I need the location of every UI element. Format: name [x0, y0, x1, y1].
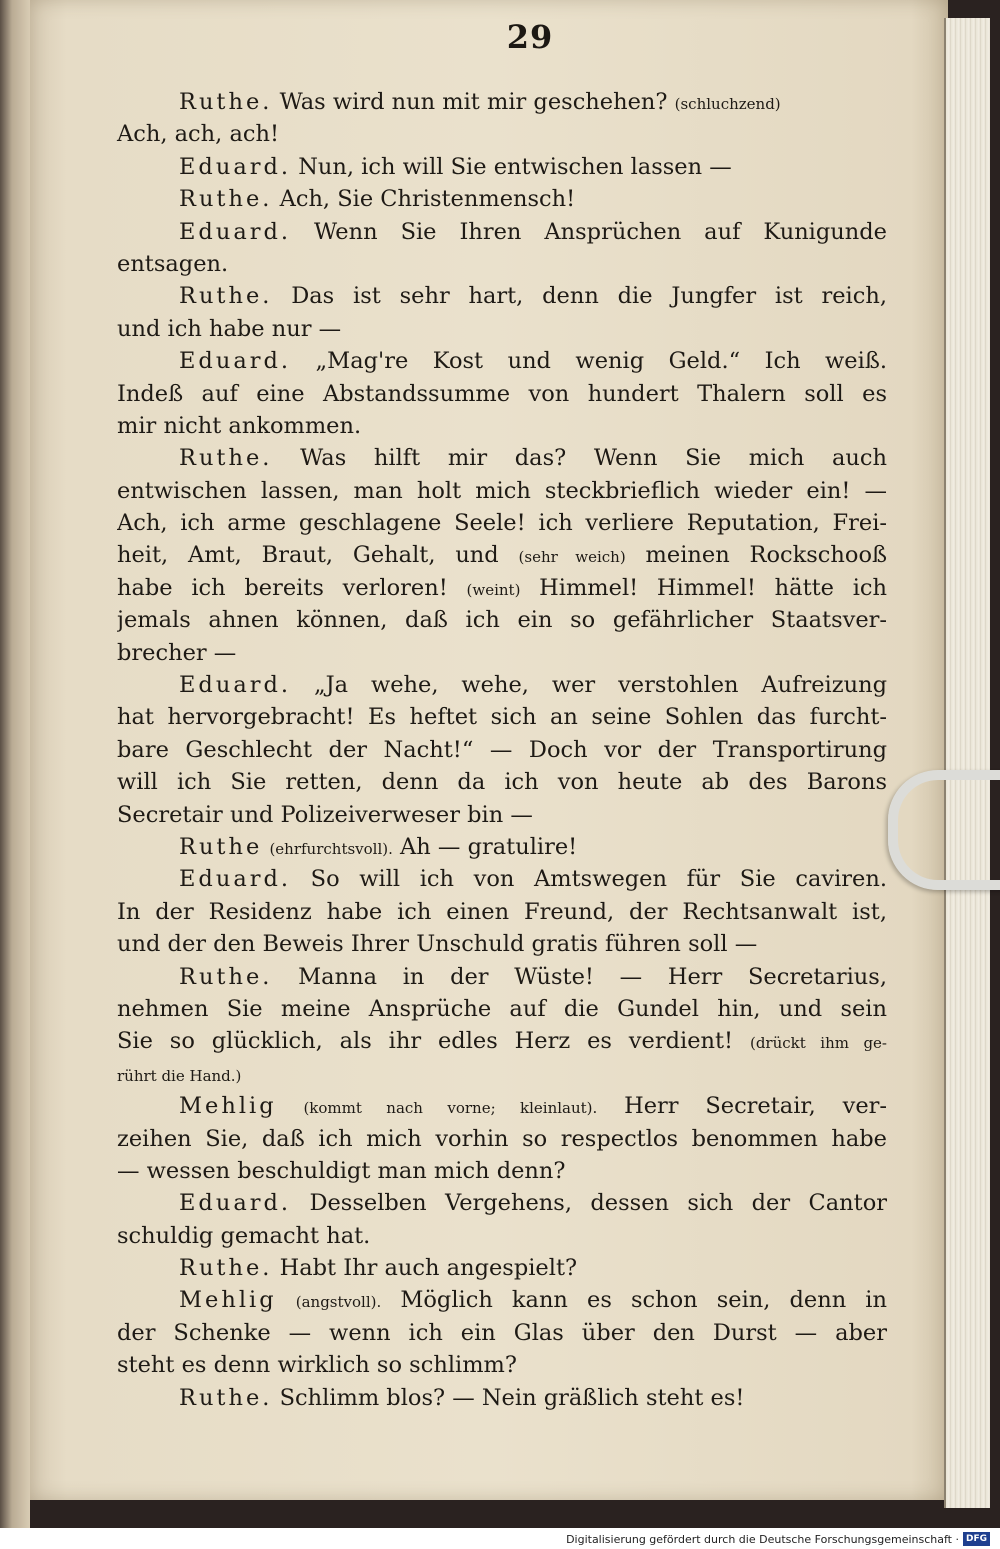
text-line [117, 378, 887, 410]
text-line [117, 701, 887, 733]
text-line [117, 313, 887, 345]
line-text: steht es denn wirklich so schlimm? [117, 1352, 517, 1379]
line-text [277, 1287, 296, 1313]
footer-credit [566, 1531, 990, 1547]
text-line [117, 896, 887, 928]
text-line [117, 734, 887, 766]
line-text: Sie so glücklich, als ihr edles Herz es verdient! [117, 1028, 750, 1055]
text-line [117, 442, 887, 474]
line-text: Herr Secretair, ver- [597, 1093, 887, 1120]
line-text: der Schenke — wenn ich ein Glas über den Durst — aber [117, 1319, 887, 1346]
speaker-name: Ruthe. [179, 1384, 273, 1411]
previous-page-edge [0, 0, 30, 1528]
text-line [117, 118, 887, 150]
line-text: Manna in der Wüste! — Herr Secretarius, [272, 963, 887, 990]
speaker-name: Eduard. [179, 1190, 292, 1217]
line-text: Wenn Sie Ihren Ansprüchen auf Kunigunde [291, 218, 887, 245]
speaker-name: Ruthe [179, 833, 263, 860]
stage-direction: (drückt ihm ge- [749, 1034, 887, 1053]
stage-direction: (sehr weich) [518, 548, 626, 567]
line-text: meinen Rockschooß [625, 542, 887, 569]
line-text: Indeß auf eine Abstandssumme von hundert Thalern soll es [117, 380, 887, 407]
line-text: will ich Sie retten, denn da ich von heute ab des Barons [117, 769, 887, 796]
line-text: Das ist sehr hart, denn die Jungfer ist reich, [272, 283, 887, 310]
line-text: heit, Amt, Braut, Gehalt, und [117, 542, 519, 569]
text-line [117, 831, 887, 863]
line-text: entsagen. [117, 250, 229, 277]
text-line [117, 410, 887, 442]
text-line [117, 799, 887, 831]
line-text: zeihen Sie, daß ich mich vorhin so respectlos benommen habe [117, 1125, 887, 1152]
footer-text: Digitalisierung gefördert durch die Deutsche Forschungsgemeinschaft · [566, 1532, 959, 1546]
text-line [117, 1025, 887, 1057]
line-text: — wessen beschuldigt man mich denn? [117, 1157, 566, 1184]
book-page [30, 0, 948, 1500]
text-line [117, 475, 887, 507]
line-text: und der den Beweis Ihrer Unschuld gratis führen soll — [117, 931, 758, 958]
speaker-name: Ruthe. [179, 1255, 273, 1282]
speaker-name: Ruthe. [179, 89, 273, 115]
stage-direction: (angstvoll). [295, 1293, 382, 1312]
text-line [117, 1349, 887, 1381]
line-text: Ach, ach, ach! [117, 121, 280, 148]
text-line [117, 993, 887, 1025]
stage-direction: (ehrfurchtsvoll). [269, 839, 393, 858]
text-line [117, 1317, 887, 1349]
line-text: habe ich bereits verloren! [117, 574, 467, 601]
paper-clip [888, 770, 1000, 890]
speaker-name: Ruthe. [179, 283, 273, 310]
line-text: Ah — gratulire! [392, 833, 578, 860]
speaker-name: Mehlig [179, 1093, 277, 1120]
dfg-logo: DFG [963, 1532, 990, 1546]
text-line [117, 1123, 887, 1155]
line-text: Secretair und Polizeiverweser bin — [117, 801, 533, 828]
text-line [117, 248, 887, 280]
line-text: schuldig gemacht hat. [117, 1222, 371, 1249]
text-line [117, 766, 887, 798]
line-text: Himmel! Himmel! hätte ich [520, 574, 887, 601]
stage-direction: (weint) [466, 580, 521, 599]
line-text: entwischen lassen, man holt mich steckbrieflich wieder ein! — [117, 477, 887, 504]
line-text: brecher — [117, 639, 237, 666]
text-line [117, 863, 887, 895]
speaker-name: Mehlig [179, 1287, 277, 1314]
text-line [117, 507, 887, 539]
text-line [117, 216, 887, 248]
line-text: mir nicht ankommen. [117, 412, 362, 439]
line-text: Möglich kann es schon sein, denn in [381, 1287, 887, 1314]
line-text: Was wird nun mit mir geschehen? [272, 89, 675, 115]
line-text: „Mag're Kost und wenig Geld.“ Ich weiß. [291, 348, 887, 375]
text-line [117, 86, 887, 118]
line-text: Was hilft mir das? Wenn Sie mich auch [272, 445, 887, 472]
line-text: Schlimm blos? — Nein gräßlich steht es! [272, 1384, 745, 1411]
line-text: Ach, ich arme geschlagene Seele! ich verliere Reputation, Frei- [117, 510, 887, 537]
speaker-name: Eduard. [179, 866, 292, 893]
text-line [117, 280, 887, 312]
speaker-name: Eduard. [179, 153, 292, 180]
line-text: Habt Ihr auch angespielt? [272, 1255, 578, 1282]
text-line [117, 345, 887, 377]
speaker-name: Eduard. [179, 218, 292, 245]
line-text: bare Geschlecht der Nacht!“ — Doch vor der Transportirung [117, 736, 887, 763]
text-line [117, 928, 887, 960]
text-line [117, 1090, 887, 1122]
text-line [117, 1382, 887, 1414]
text-line [117, 1284, 887, 1316]
stage-direction: (kommt nach vorne; kleinlaut). [303, 1099, 598, 1118]
line-text: Ach, Sie Christenmensch! [272, 186, 576, 213]
line-text: und ich habe nur — [117, 315, 342, 342]
text-line [117, 1252, 887, 1284]
speaker-name: Eduard. [179, 348, 292, 375]
line-text [277, 1093, 304, 1119]
text-line [117, 1220, 887, 1252]
text-line [117, 961, 887, 993]
text-line [117, 1155, 887, 1187]
text-line [117, 572, 887, 604]
line-text: Desselben Vergehens, dessen sich der Cantor [291, 1190, 887, 1217]
line-text: Nun, ich will Sie entwischen lassen — [291, 153, 732, 180]
line-text: nehmen Sie meine Ansprüche auf die Gundel hin, und sein [117, 995, 887, 1022]
text-line [117, 539, 887, 571]
following-pages-edge [944, 18, 990, 1508]
speaker-name: Ruthe. [179, 186, 273, 213]
stage-direction: rührt die Hand.) [117, 1066, 242, 1085]
speaker-name: Ruthe. [179, 445, 273, 472]
speaker-name: Eduard. [179, 672, 292, 699]
speaker-name: Ruthe. [179, 963, 273, 990]
text-line [117, 1187, 887, 1219]
text-line [117, 183, 887, 215]
line-text: „Ja wehe, wehe, wer verstohlen Aufreizung [291, 672, 887, 699]
line-text: So will ich von Amtswegen für Sie caviren. [291, 866, 887, 893]
text-line [117, 669, 887, 701]
page-text [117, 86, 887, 1414]
line-text: jemals ahnen können, daß ich ein so gefährlicher Staatsver- [117, 607, 887, 634]
stage-direction: (schluchzend) [674, 95, 781, 113]
text-line [117, 1058, 887, 1090]
page-number: 29 [506, 18, 554, 56]
line-text: In der Residenz habe ich einen Freund, der Rechtsanwalt ist, [117, 898, 887, 925]
text-line [117, 637, 887, 669]
line-text: hat hervorgebracht! Es heftet sich an seine Sohlen das furcht- [117, 704, 887, 731]
text-line [117, 151, 887, 183]
text-line [117, 604, 887, 636]
